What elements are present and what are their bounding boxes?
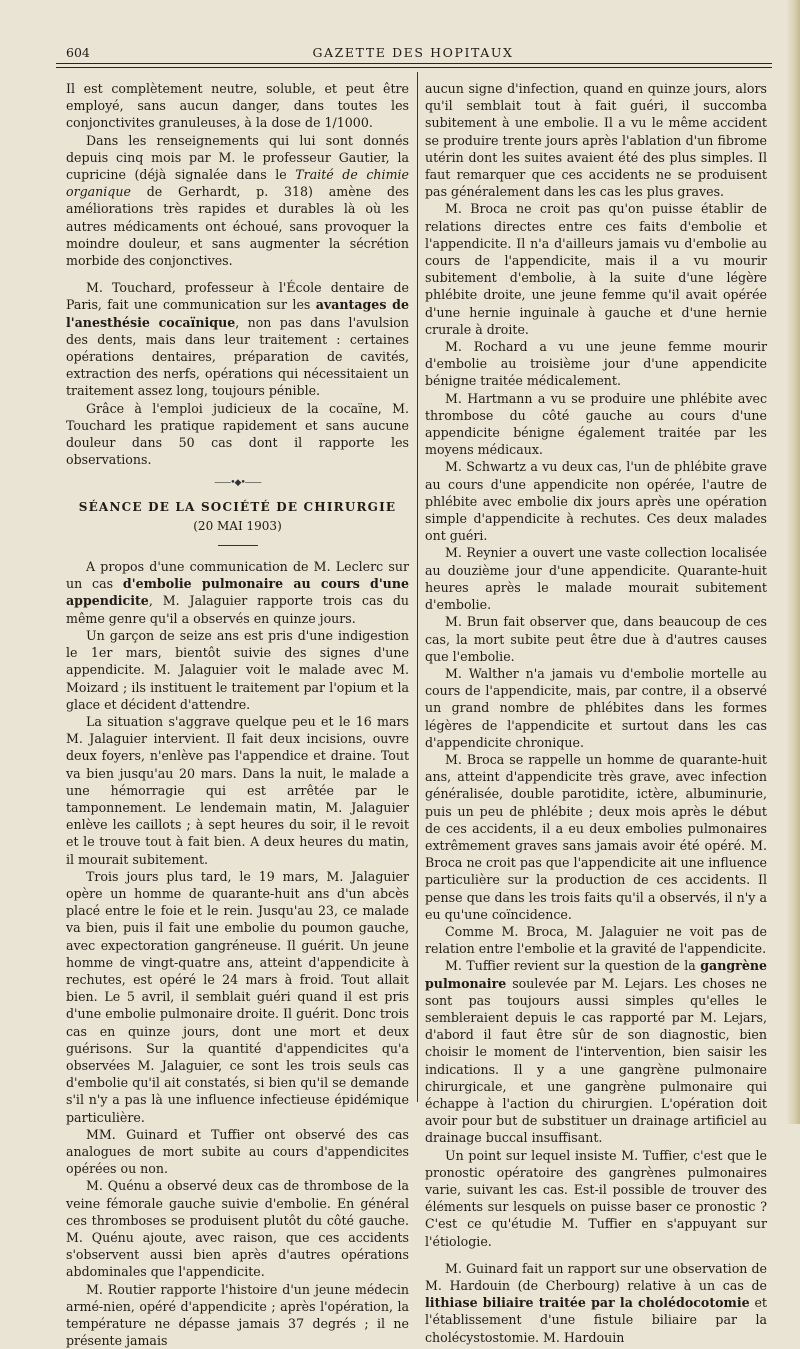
paragraph: aucun signe d'infection, quand en quinze jours, alors qu'il semblait tout à fait guéri, il succomba subitement à une embolie. Il a vu le même accident se produire trente jours après l'ablation d'un fibrome utérin dont les suites avaient été des plus simples. Il faut remarquer que ces accidents ne se produisent pas généralement dans les cas les plus graves. [425, 81, 767, 200]
paragraph: Il est complètement neutre, soluble, et peut être employé, sans aucun danger, dans toutes les conjonctivites granuleuses, à la dose de 1/1000. [66, 81, 409, 131]
paragraph: Comme M. Broca, M. Jalaguier ne voit pas de relation entre l'embolie et la gravité de l'appendicite. [425, 923, 767, 957]
paragraph: M. Rochard a vu une jeune femme mourir d'embolie au troisième jour d'une appendicite bénigne traitée médicalement. [425, 339, 767, 389]
section-title: SÉANCE DE LA SOCIÉTÉ DE CHIRURGIE [78, 499, 397, 514]
paragraph: M. Walther n'a jamais vu d'embolie mortelle au cours de l'appendicite, mais, par contre, il a observé un grand nombre de phlébites dans les formes légères de l'appendicite et surtout dans les cas d'appendicite chronique. [425, 665, 767, 750]
paragraph: Dans les renseignements qui lui sont donnés depuis cinq mois par M. le professeur Gautier, la cupricine (déjà signalée dans le Traité de chimie organique de Gerhardt, p. 318) amène des améliorations très rapides et durables là où les autres médicaments ont échoué, sans provoquer la moindre douleur, et sans augmenter la sécrétion morbide des conjonctives. [66, 132, 409, 269]
column-divider [417, 72, 418, 1102]
header-rule-thin [56, 67, 772, 68]
paragraph: M. Reynier a ouvert une vaste collection localisée au douzième jour d'une appendicite. Quarante-huit heures après le malade mourait subitement d'embolie. [425, 545, 767, 613]
section-rule [218, 545, 258, 546]
topic-heading: avantages de l'anesthésie cocaïnique [66, 297, 409, 330]
paragraph: M. Routier rapporte l'histoire d'un jeune médecin armé-nien, opéré d'appendicite ; après l'opération, la température ne dépasse jamais 37 degrés ; il ne présente jamais [66, 1281, 409, 1349]
page-number: 604 [66, 45, 90, 60]
paragraph: Un garçon de seize ans est pris d'une indigestion le 1er mars, bientôt suivie des signes d'une appendicite. M. Jalaguier voit le malade avec M. Moizard ; ils instituent le traitement par l'opium et la glace et décident d'attendre. [66, 627, 409, 712]
book-title: Traité de chimie organique [66, 167, 409, 200]
section-date: (20 MAI 1903) [193, 518, 282, 533]
topic-heading: lithiase biliaire traitée par la cholédocotomie [425, 1295, 750, 1311]
paragraph: M. Schwartz a vu deux cas, l'un de phlébite grave au cours d'une appendicite non opérée, l'autre de phlébite avec embolie dix jours après une opération simple d'appendicite à rechutes. Ces deux malades ont guéri. [425, 459, 767, 544]
right-column [425, 80, 767, 1346]
topic-heading: d'embolie pulmonaire au cours d'une appendicite [66, 576, 409, 609]
paragraph: M. Quénu a observé deux cas de thrombose de la veine fémorale gauche suivie d'embolie. En général ces thromboses se produisent plutôt du côté gauche. M. Quénu ajoute, avec raison, que ces accidents s'observent aussi bien après d'autres opérations abdominales que l'appendicite. [66, 1178, 409, 1280]
paragraph: M. Hartmann a vu se produire une phlébite avec thrombose du côté gauche au cours d'une appendicite bénigne également traitée par les moyens médicaux. [425, 390, 767, 458]
paragraph: M. Touchard, professeur à l'École dentaire de Paris, fait une communication sur les avantages de l'anesthésie cocaïnique, non pas dans l'avulsion des dents, mais dans leur traitement : certaines opérations dentaires, préparation de cavités, extraction des nerfs, opérations qui nécessitaient un traitement assez long, toujours pénible. [66, 280, 409, 399]
section-ornament: ——•◆•—— [214, 478, 261, 489]
page-header [56, 45, 770, 65]
topic-heading: gangrène pulmonaire [425, 958, 767, 991]
paragraph: La situation s'aggrave quelque peu et le 16 mars M. Jalaguier intervient. Il fait deux incisions, ouvre deux foyers, n'enlève pas l'appendice et draine. Tout va bien jusqu'au 20 mars. Dans la nuit, le malade a une hémorragie qui est arrêtée par le tamponnement. Le lendemain matin, M. Jalaguier enlève les caillots ; à sept heures du soir, il le revoit et le trouve tout à fait bien. A deux heures du matin, il mourait subitement. [66, 713, 409, 867]
paragraph: M. Tuffier revient sur la question de la gangrène pulmonaire soulevée par M. Lejars. Les choses ne sont pas toujours aussi simples qu'elles le sembleraient depuis le cas rapporté par M. Lejars, d'abord il faut être sûr de son diagnostic, bien choisir le moment de l'intervention, bien saisir les indications. Il y a une gangrène pulmonaire chirurgicale, et une gangrène pulmonaire qui échappe à l'action du chirurgien. L'opération doit avoir pour but de substituer un drainage artificiel au drainage buccal insuffisant. [425, 958, 767, 1146]
paragraph: M. Guinard fait un rapport sur une observation de M. Hardouin (de Cherbourg) relative à un cas de lithiase biliaire traitée par la cholédocotomie et l'établissement d'une fistule biliaire par la cholécystostomie. M. Hardouin [425, 1260, 767, 1345]
paragraph: A propos d'une communication de M. Leclerc sur un cas d'embolie pulmonaire au cours d'une appendicite, M. Jalaguier rapporte trois cas du même genre qu'il a observés en quinze jours. [66, 559, 409, 626]
paragraph: Un point sur lequel insiste M. Tuffier, c'est que le pronostic opératoire des gangrènes pulmonaires varie, suivant les cas. Est-il possible de trouver des éléments sur lesquels on puisse baser ce pronostic ? C'est ce qu'étudie M. Tuffier en s'appuyant sur l'étiologie. [425, 1147, 767, 1249]
paragraph: MM. Guinard et Tuffier ont observé des cas analogues de mort subite au cours d'appendicites opérées ou non. [66, 1126, 409, 1177]
journal-title: GAZETTE DES HOPITAUX [312, 45, 514, 60]
page-edge [786, 0, 800, 1124]
paragraph: Trois jours plus tard, le 19 mars, M. Jalaguier opère un homme de quarante-huit ans d'un abcès placé entre le foie et le rein. Jusqu'au 23, ce malade va bien, puis il fait une embolie du poumon gauche, avec expectoration gangréneuse. Il guérit. Un jeune homme de vingt-quatre ans, atteint d'appendicite à rechutes, est opéré le 24 mars à froid. Tout allait bien. Le 5 avril, il semblait guéri quand il est pris d'une embolie pulmonaire droite. Il guérit. Donc trois cas en quinze jours, dont une mort et deux guérisons. Sur la quantité d'appendicites qu'a observées M. Jalaguier, ce sont les trois seuls cas d'embolie qu'il ait constatés, si bien qu'il se demande s'il n'y a pas là une influence infectieuse épidémique particulière. [66, 868, 409, 1125]
paragraph: M. Brun fait observer que, dans beaucoup de ces cas, la mort subite peut être due à d'autres causes que l'embolie. [425, 614, 767, 664]
header-rule-thick [56, 63, 772, 64]
left-column [66, 80, 409, 1349]
paragraph: Grâce à l'emploi judicieux de la cocaïne, M. Touchard les pratique rapidement et sans aucune douleur dans 50 cas dont il rapporte les observations. [66, 400, 409, 468]
paragraph: M. Broca ne croit pas qu'on puisse établir de relations directes entre ces faits d'embolie et l'appendicite. Il n'a d'ailleurs jamais vu d'embolie au cours de l'appendicite, mais il a vu mourir subitement d'embolie, à la suite d'une légère phlébite droite, une jeune femme qu'il avait opérée d'une hernie inguinale à gauche et d'une hernie crurale à droite. [425, 201, 767, 337]
paragraph: M. Broca se rappelle un homme de quarante-huit ans, atteint d'appendicite très grave, avec infection généralisée, double parotidite, ictère, albuminurie, puis un peu de phlébite ; deux mois après le début de ces accidents, il a eu deux embolies pulmonaires extrêmement graves sans jamais avoir été opéré. M. Broca ne croit pas que l'appendicite ait une influence particulière sur la production de ces accidents. Il pense que dans les trois faits qu'il a observés, il n'y a eu qu'une coïncidence. [425, 751, 767, 922]
